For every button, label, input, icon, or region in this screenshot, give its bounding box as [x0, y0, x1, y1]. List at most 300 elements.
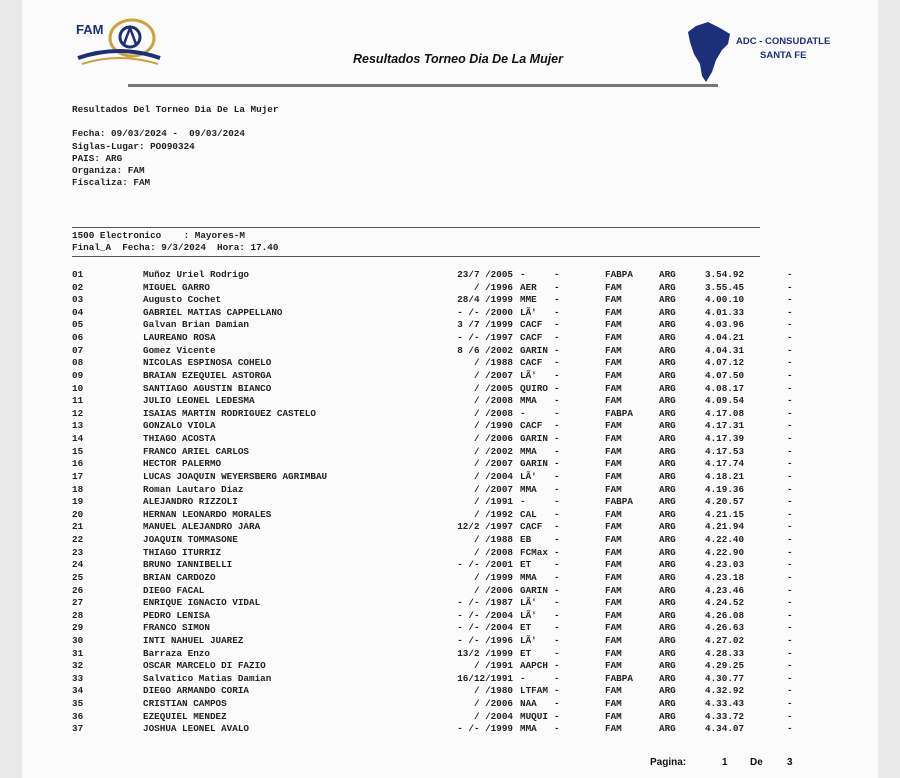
- federation: FAM: [605, 571, 622, 583]
- nationality: ARG: [659, 319, 676, 331]
- table-row: [22, 383, 878, 396]
- table-row: [22, 723, 878, 736]
- birth-date: / /2004: [462, 470, 513, 482]
- birth-date: 23/7 /2005: [457, 269, 513, 280]
- nationality: ARG: [659, 647, 676, 659]
- dash-end: -: [787, 281, 793, 293]
- result-time: 4.20.57: [705, 496, 745, 508]
- dash: -: [554, 546, 560, 558]
- result-time: 4.19.36: [705, 483, 745, 495]
- dash: -: [554, 534, 560, 546]
- athlete-name: Galvan Brian Damian: [143, 319, 250, 331]
- birth-date: / /1988: [462, 357, 513, 369]
- club: CACF: [520, 420, 543, 432]
- dash-end: -: [787, 458, 793, 470]
- table-row: [22, 484, 878, 497]
- result-time: 4.27.02: [705, 634, 745, 646]
- meta-organiza: Organiza: FAM: [72, 165, 145, 176]
- position: 33: [72, 672, 84, 684]
- birth-date: / /2005: [462, 382, 513, 394]
- position: 26: [72, 584, 84, 596]
- athlete-name: BRIAN CARDOZO: [143, 571, 216, 583]
- birth-date: - /- /2004: [457, 622, 513, 634]
- nationality: ARG: [659, 634, 676, 646]
- federation: FAM: [605, 344, 622, 356]
- federation: FAM: [605, 458, 622, 470]
- birth-date: / /2007: [462, 369, 513, 381]
- dash: -: [554, 559, 560, 571]
- athlete-name: JOAQUIN TOMMASONE: [143, 534, 238, 546]
- dash-end: -: [787, 344, 793, 356]
- dash-end: -: [787, 369, 793, 381]
- club: LÃ': [520, 597, 537, 609]
- federation: FAM: [605, 559, 622, 571]
- birth-date: / /1991: [462, 496, 513, 508]
- result-time: 4.34.07: [705, 723, 745, 735]
- nationality: ARG: [659, 369, 676, 381]
- fam-logo: [74, 14, 164, 70]
- dash-end: -: [787, 698, 793, 710]
- athlete-name: LUCAS JOAQUIN WEYERSBERG AGRIMBAU: [143, 470, 328, 482]
- birth-date: / /1980: [462, 685, 513, 697]
- dash: -: [554, 458, 560, 470]
- dash: -: [554, 319, 560, 331]
- federation: FAM: [605, 319, 622, 331]
- position: 31: [72, 647, 84, 659]
- dash: -: [554, 496, 560, 508]
- nationality: ARG: [659, 521, 676, 533]
- athlete-name: MANUEL ALEJANDRO JARA: [143, 521, 261, 533]
- position: 07: [72, 344, 84, 356]
- table-row: [22, 648, 878, 661]
- event-divider-bottom: [72, 256, 760, 257]
- result-time: 4.32.92: [705, 685, 745, 697]
- table-row: [22, 471, 878, 484]
- athlete-name: BRAIAN EZEQUIEL ASTORGA: [143, 369, 272, 381]
- athlete-name: DIEGO ARMANDO CORIA: [143, 685, 250, 697]
- federation: FAM: [605, 685, 622, 697]
- dash-end: -: [787, 445, 793, 457]
- nationality: ARG: [659, 698, 676, 710]
- pagina-label: Pagina:: [650, 757, 687, 768]
- result-time: 4.00.10: [705, 294, 745, 306]
- result-time: 4.23.18: [705, 571, 745, 583]
- club: GARIN: [520, 433, 548, 445]
- birth-date: 16/12/1991: [457, 672, 513, 684]
- birth-date: - /- /2000: [457, 306, 513, 318]
- dash: -: [554, 395, 560, 407]
- federation: FAM: [605, 698, 622, 710]
- position: 13: [72, 420, 84, 432]
- nationality: ARG: [659, 508, 676, 520]
- event-divider-top: [72, 227, 760, 228]
- federation: FAM: [605, 723, 622, 735]
- nationality: ARG: [659, 281, 676, 293]
- federation: FAM: [605, 634, 622, 646]
- athlete-name: Gomez Vicente: [143, 344, 216, 356]
- position: 34: [72, 685, 84, 697]
- federation: FAM: [605, 483, 622, 495]
- table-row: [22, 269, 878, 282]
- dash: -: [554, 306, 560, 318]
- federation: FAM: [605, 521, 622, 533]
- federation: FAM: [605, 332, 622, 344]
- athlete-name: Barraza Enzo: [143, 647, 210, 659]
- federation: FAM: [605, 622, 622, 634]
- athlete-name: HECTOR PALERMO: [143, 458, 222, 470]
- result-time: 4.23.46: [705, 584, 745, 596]
- federation: FAM: [605, 584, 622, 596]
- federation: FAM: [605, 534, 622, 546]
- birth-date: / /1992: [462, 508, 513, 520]
- birth-date: / /1990: [462, 420, 513, 432]
- dash: -: [554, 723, 560, 735]
- consudatle-logo: [686, 20, 842, 84]
- club: AER: [520, 281, 537, 293]
- result-time: 4.23.03: [705, 559, 745, 571]
- birth-date: / /1988: [462, 534, 513, 546]
- dash-end: -: [787, 597, 793, 609]
- dash: -: [554, 445, 560, 457]
- table-row: [22, 446, 878, 459]
- dash: -: [554, 369, 560, 381]
- dash-end: -: [787, 395, 793, 407]
- nationality: ARG: [659, 332, 676, 344]
- athlete-name: EZEQUIEL MENDEZ: [143, 710, 227, 722]
- result-time: 4.08.17: [705, 382, 745, 394]
- position: 18: [72, 483, 84, 495]
- dash-end: -: [787, 622, 793, 634]
- birth-date: / /2004: [462, 710, 513, 722]
- event-details: Final_A Fecha: 9/3/2024 Hora: 17.40: [72, 242, 279, 253]
- de-label: De: [750, 757, 763, 768]
- consudatle-line1: ADC - CONSUDATLE: [736, 36, 831, 47]
- result-time: 4.03.96: [705, 319, 745, 331]
- meta-siglas: Siglas-Lugar: PO090324: [72, 141, 195, 152]
- position: 23: [72, 546, 84, 558]
- dash-end: -: [787, 483, 793, 495]
- table-row: [22, 307, 878, 320]
- dash: -: [554, 433, 560, 445]
- position: 11: [72, 395, 84, 407]
- table-row: [22, 698, 878, 711]
- club: MME: [520, 294, 537, 306]
- dash: -: [554, 344, 560, 356]
- dash-end: -: [787, 685, 793, 697]
- table-row: [22, 521, 878, 534]
- club: ET: [520, 622, 532, 634]
- event-title: 1500 Electronico : Mayores-M: [72, 230, 245, 241]
- athlete-name: Salvatico Matias Damian: [143, 672, 272, 684]
- result-time: 4.24.52: [705, 597, 745, 609]
- athlete-name: OSCAR MARCELO DI FAZIO: [143, 660, 266, 672]
- nationality: ARG: [659, 470, 676, 482]
- nationality: ARG: [659, 710, 676, 722]
- federation: FAM: [605, 395, 622, 407]
- table-row: [22, 685, 878, 698]
- result-time: 4.17.08: [705, 407, 745, 419]
- fam-logo-text: FAM: [76, 22, 104, 37]
- dash-end: -: [787, 521, 793, 533]
- table-row: [22, 395, 878, 408]
- meta-pais: PAIS: ARG: [72, 153, 123, 164]
- athlete-name: Muñoz Uriel Rodrigo: [143, 269, 250, 280]
- club: CACF: [520, 521, 543, 533]
- club: FCMax: [520, 546, 548, 558]
- dash: -: [554, 647, 560, 659]
- position: 21: [72, 521, 84, 533]
- dash: -: [554, 597, 560, 609]
- athlete-name: MIGUEL GARRO: [143, 281, 210, 293]
- result-time: 4.29.25: [705, 660, 745, 672]
- document-page: [22, 0, 878, 778]
- position: 27: [72, 597, 84, 609]
- federation: FABPA: [605, 407, 633, 419]
- position: 02: [72, 281, 84, 293]
- dash: -: [554, 571, 560, 583]
- club: CACF: [520, 357, 543, 369]
- dash: -: [554, 710, 560, 722]
- table-row: [22, 547, 878, 560]
- birth-date: 28/4 /1999: [457, 294, 513, 306]
- dash-end: -: [787, 382, 793, 394]
- result-time: 4.07.50: [705, 369, 745, 381]
- header-divider: [128, 84, 718, 87]
- dash: -: [554, 685, 560, 697]
- result-time: 4.30.77: [705, 672, 745, 684]
- table-row: [22, 458, 878, 471]
- nationality: ARG: [659, 559, 676, 571]
- table-row: [22, 496, 878, 509]
- birth-date: - /- /1999: [457, 723, 513, 735]
- club: EB: [520, 534, 532, 546]
- club: LÃ': [520, 609, 537, 621]
- table-row: [22, 294, 878, 307]
- athlete-name: ENRIQUE IGNACIO VIDAL: [143, 597, 261, 609]
- result-time: 4.28.33: [705, 647, 745, 659]
- page-total: 3: [787, 757, 793, 768]
- table-row: [22, 673, 878, 686]
- dash-end: -: [787, 306, 793, 318]
- result-time: 4.33.43: [705, 698, 745, 710]
- position: 25: [72, 571, 84, 583]
- table-row: [22, 433, 878, 446]
- dash-end: -: [787, 672, 793, 684]
- dash: -: [554, 294, 560, 306]
- page-number: 1: [722, 757, 728, 768]
- dash: -: [554, 483, 560, 495]
- club: -: [520, 672, 526, 684]
- club: -: [520, 407, 526, 419]
- athlete-name: PEDRO LENISA: [143, 609, 210, 621]
- dash-end: -: [787, 534, 793, 546]
- nationality: ARG: [659, 546, 676, 558]
- meta-fecha: Fecha: 09/03/2024 - 09/03/2024: [72, 128, 245, 139]
- consudatle-line2: SANTA FE: [760, 50, 807, 61]
- athlete-name: JOSHUA LEONEL AVALO: [143, 723, 250, 735]
- athlete-name: HERNAN LEONARDO MORALES: [143, 508, 272, 520]
- athlete-name: ALEJANDRO RIZZOLI: [143, 496, 238, 508]
- federation: FABPA: [605, 672, 633, 684]
- birth-date: - /- /1997: [457, 332, 513, 344]
- position: 19: [72, 496, 84, 508]
- position: 14: [72, 433, 84, 445]
- nationality: ARG: [659, 382, 676, 394]
- athlete-name: INTI NAHUEL JUAREZ: [143, 634, 244, 646]
- table-row: [22, 332, 878, 345]
- dash: -: [554, 420, 560, 432]
- club: LÃ': [520, 306, 537, 318]
- dash-end: -: [787, 508, 793, 520]
- dash: -: [554, 634, 560, 646]
- position: 06: [72, 332, 84, 344]
- result-time: 4.21.15: [705, 508, 745, 520]
- position: 35: [72, 698, 84, 710]
- dash-end: -: [787, 496, 793, 508]
- nationality: ARG: [659, 534, 676, 546]
- result-time: 4.17.53: [705, 445, 745, 457]
- result-time: 4.17.31: [705, 420, 745, 432]
- club: MMA: [520, 445, 537, 457]
- birth-date: - /- /2004: [457, 609, 513, 621]
- nationality: ARG: [659, 445, 676, 457]
- club: CAL: [520, 508, 537, 520]
- birth-date: / /1991: [462, 660, 513, 672]
- dash-end: -: [787, 723, 793, 735]
- result-time: 4.09.54: [705, 395, 745, 407]
- dash-end: -: [787, 660, 793, 672]
- position: 05: [72, 319, 84, 331]
- athlete-name: SANTIAGO AGUSTIN BIANCO: [143, 382, 272, 394]
- club: GARIN: [520, 458, 548, 470]
- nationality: ARG: [659, 294, 676, 306]
- nationality: ARG: [659, 357, 676, 369]
- position: 30: [72, 634, 84, 646]
- dash-end: -: [787, 634, 793, 646]
- federation: FAM: [605, 710, 622, 722]
- dash-end: -: [787, 546, 793, 558]
- club: LÃ': [520, 634, 537, 646]
- nationality: ARG: [659, 660, 676, 672]
- club: LTFAM: [520, 685, 548, 697]
- club: ET: [520, 559, 532, 571]
- club: MMA: [520, 571, 537, 583]
- table-row: [22, 572, 878, 585]
- table-row: [22, 319, 878, 332]
- federation: FAM: [605, 445, 622, 457]
- dash: -: [554, 584, 560, 596]
- dash-end: -: [787, 609, 793, 621]
- position: 15: [72, 445, 84, 457]
- position: 20: [72, 508, 84, 520]
- position: 36: [72, 710, 84, 722]
- position: 03: [72, 294, 84, 306]
- birth-date: 3 /7 /1999: [457, 319, 513, 331]
- club: GARIN: [520, 344, 548, 356]
- birth-date: / /2007: [462, 458, 513, 470]
- dash: -: [554, 269, 560, 280]
- table-row: [22, 420, 878, 433]
- club: LÃ': [520, 369, 537, 381]
- result-time: 4.21.94: [705, 521, 745, 533]
- federation: FAM: [605, 357, 622, 369]
- position: 29: [72, 622, 84, 634]
- meta-fiscaliza: Fiscaliza: FAM: [72, 177, 151, 188]
- dash: -: [554, 332, 560, 344]
- result-time: 3.55.45: [705, 281, 745, 293]
- dash: -: [554, 521, 560, 533]
- nationality: ARG: [659, 483, 676, 495]
- dash: -: [554, 357, 560, 369]
- birth-date: - /- /1987: [457, 597, 513, 609]
- club: -: [520, 496, 526, 508]
- federation: FAM: [605, 382, 622, 394]
- athlete-name: Augusto Cochet: [143, 294, 222, 306]
- table-row: [22, 597, 878, 610]
- table-row: [22, 282, 878, 295]
- club: NAA: [520, 698, 537, 710]
- club: MMA: [520, 395, 537, 407]
- birth-date: / /1999: [462, 571, 513, 583]
- result-time: 4.26.08: [705, 609, 745, 621]
- dash: -: [554, 470, 560, 482]
- nationality: ARG: [659, 597, 676, 609]
- table-row: [22, 559, 878, 572]
- dash-end: -: [787, 420, 793, 432]
- position: 17: [72, 470, 84, 482]
- federation: FAM: [605, 546, 622, 558]
- dash: -: [554, 698, 560, 710]
- athlete-name: GABRIEL MATIAS CAPPELLANO: [143, 306, 283, 318]
- athlete-name: FRANCO SIMON: [143, 622, 210, 634]
- dash-end: -: [787, 332, 793, 344]
- nationality: ARG: [659, 496, 676, 508]
- federation: FAM: [605, 660, 622, 672]
- federation: FAM: [605, 609, 622, 621]
- federation: FABPA: [605, 496, 633, 508]
- result-time: 4.07.12: [705, 357, 745, 369]
- dash: -: [554, 508, 560, 520]
- table-row: [22, 408, 878, 421]
- dash: -: [554, 281, 560, 293]
- athlete-name: NICOLAS ESPINOSA COHELO: [143, 357, 272, 369]
- table-row: [22, 711, 878, 724]
- club: -: [520, 269, 526, 280]
- birth-date: 12/2 /1997: [457, 521, 513, 533]
- nationality: ARG: [659, 269, 676, 280]
- table-row: [22, 635, 878, 648]
- nationality: ARG: [659, 420, 676, 432]
- table-row: [22, 660, 878, 673]
- athlete-name: FRANCO ARIEL CARLOS: [143, 445, 250, 457]
- result-time: 4.17.39: [705, 433, 745, 445]
- club: AAPCH: [520, 660, 548, 672]
- position: 12: [72, 407, 84, 419]
- nationality: ARG: [659, 458, 676, 470]
- result-time: 4.33.72: [705, 710, 745, 722]
- dash-end: -: [787, 407, 793, 419]
- dash: -: [554, 660, 560, 672]
- position: 01: [72, 269, 84, 280]
- athlete-name: ISAIAS MARTIN RODRIGUEZ CASTELO: [143, 407, 316, 419]
- nationality: ARG: [659, 672, 676, 684]
- dash-end: -: [787, 269, 793, 280]
- athlete-name: CRISTIAN CAMPOS: [143, 698, 227, 710]
- athlete-name: THIAGO ITURRIZ: [143, 546, 222, 558]
- position: 37: [72, 723, 84, 735]
- nationality: ARG: [659, 395, 676, 407]
- table-row: [22, 534, 878, 547]
